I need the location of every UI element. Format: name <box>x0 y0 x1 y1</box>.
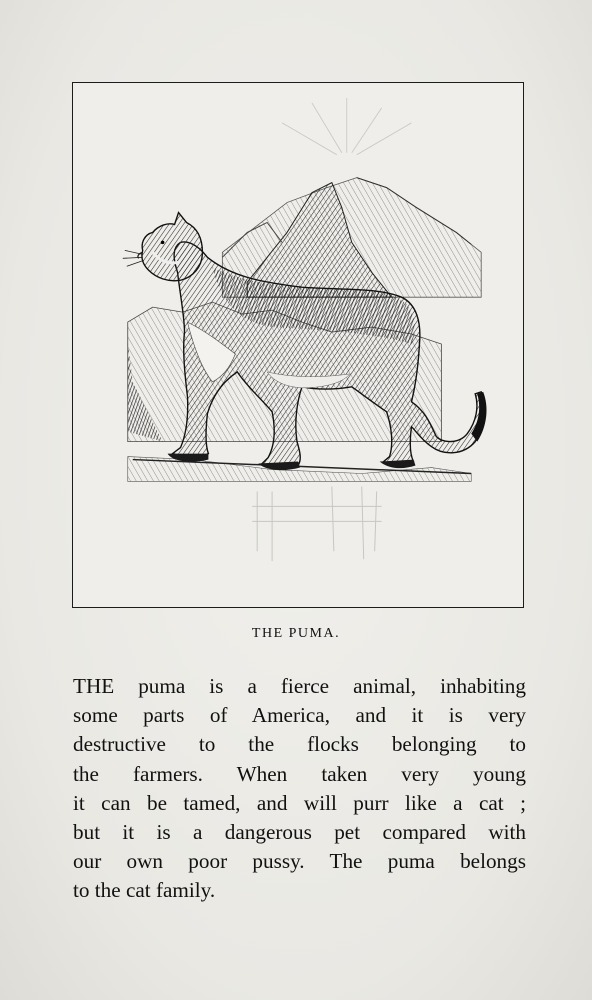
text-line: THE puma is a fierce animal, inhabiting <box>73 674 526 698</box>
puma-engraving-icon <box>73 83 523 607</box>
text-line: our own poor pussy. The puma belongs <box>73 849 526 874</box>
plate-caption: THE PUMA. <box>251 626 341 641</box>
text-line: destructive to the flocks belonging to <box>73 732 526 757</box>
illustration-plate <box>72 82 524 608</box>
text-line: the farmers. When taken very young <box>73 761 526 786</box>
body-paragraph <box>73 672 526 906</box>
text-line: it can be tamed, and will purr like a cat ; <box>73 790 526 815</box>
text-line: but it is a dangerous pet compared with <box>73 820 526 845</box>
text-line: some parts of America, and it is very <box>73 703 526 728</box>
text-line: to the cat family. <box>73 878 216 903</box>
